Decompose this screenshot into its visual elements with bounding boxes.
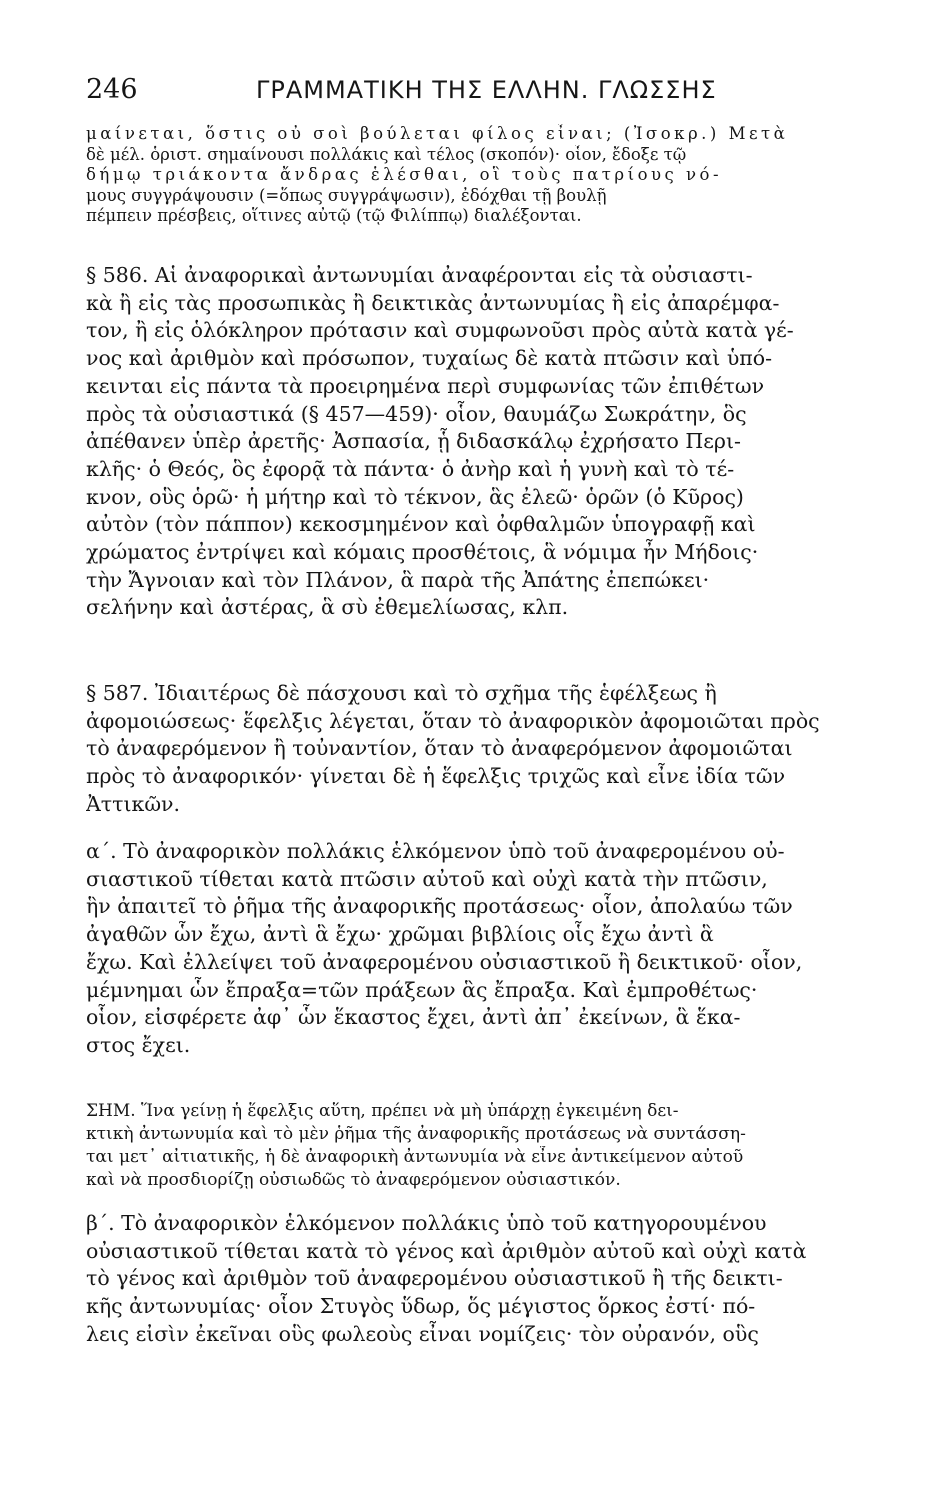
text-line: ΣΗΜ. Ἵνα γείνῃ ἡ ἕφελξις αὕτη, πρέπει νὰ μὴ ὑπάρχῃ ἐγκειμένη δει- [86,1101,679,1121]
text-line: κὰ ἢ εἰς τὰς προσωπικὰς ἢ δεικτικὰς ἀντωνυμίας ἢ εἰς ἀπαρέμφα- [86,290,780,315]
text-line: σιαστικοῦ τίθεται κατὰ πτῶσιν αὐτοῦ καὶ οὐχὶ κατὰ τὴν πτῶσιν, [86,866,768,891]
text-line: ται μετ᾽ αἰτιατικῆς, ἡ δὲ ἀναφορικὴ ἀντωνυμία νὰ εἶνε ἀντικείμενον αὐτοῦ [86,1147,744,1167]
page-header [86,74,876,118]
text-line: πέμπειν πρέσβεις, οἵτινες αὐτῷ (τῷ Φιλίππῳ) διαλέξονται. [86,206,582,225]
text-line: Ἀττικῶν. [86,791,181,816]
text-line: στος ἔχει. [86,1032,191,1057]
subsection-alpha [86,838,876,1060]
text-line: κνον, οὓς ὁρῶ· ἡ μήτηρ καὶ τὸ τέκνον, ἃς ἐλεῶ· ὁρῶν (ὁ Κῦρος) [86,484,744,509]
subsection-beta [86,1210,876,1349]
text-line: ἣν ἀπαιτεῖ τὸ ῥῆμα τῆς ἀναφορικῆς προτάσεως· οἷον, ἀπολαύω τῶν [86,894,793,919]
text-line: ἀπέθανεν ὑπὲρ ἀρετῆς· Ἀσπασία, ᾗ διδασκάλῳ ἐχρήσατο Περι- [86,429,741,454]
text-line: καὶ νὰ προσδιορίζῃ οὐσιωδῶς τὸ ἀναφερόμενον οὐσιαστικόν. [86,1170,621,1190]
text-line: μαίνεται, ὅστις οὐ σοὶ βούλεται φίλος εἶναι; (Ἰσοκρ.) Μετὰ [86,124,789,143]
text-line: β΄. Τὸ ἀναφορικὸν ἑλκόμενον πολλάκις ὑπὸ τοῦ κατηγορουμένου [86,1211,767,1235]
text-line: κλῆς· ὁ Θεός, ὃς ἐφορᾷ τὰ πάντα· ὁ ἀνὴρ καὶ ἡ γυνὴ καὶ τὸ τέ- [86,456,735,481]
text-line: αὐτὸν (τὸν πάππον) κεκοσμημένον καὶ ὀφθαλμῶν ὑπογραφῇ καὶ [86,512,756,537]
text-line: μους συγγράψουσιν (=ὅπως συγγράψωσιν), ἐδόχθαι τῇ βουλῇ [86,185,607,205]
text-line: μέμνημαι ὧν ἔπραξα=τῶν πράξεων ἃς ἔπραξα. Καὶ ἐμπροθέτως· [86,977,758,1002]
text-line: οὐσιαστικοῦ τίθεται κατὰ τὸ γένος καὶ ἀριθμὸν αὐτοῦ καὶ οὐχὶ κατὰ [86,1238,807,1263]
text-line: τὸ ἀναφερόμενον ἢ τοὐναντίον, ὅταν τὸ ἀναφερόμενον ἀφομοιῶται [86,736,793,761]
note-paragraph [86,1100,876,1192]
text-line: ἀφομοιώσεως· ἕφελξις λέγεται, ὅταν τὸ ἀναφορικὸν ἀφομοιῶται πρὸς [86,708,820,733]
text-line: τὴν Ἄγνοιαν καὶ τὸν Πλάνον, ἃ παρὰ τῆς Ἀπάτης ἐπεπώκει· [86,567,710,592]
text-line: α΄. Τὸ ἀναφορικὸν πολλάκις ἑλκόμενον ὑπὸ τοῦ ἀναφερομένου οὐ- [86,839,785,863]
text-line: λεις εἰσὶν ἐκεῖναι οὓς φωλεοὺς εἶναι νομίζεις· τὸν οὐρανόν, οὓς [86,1321,759,1346]
text-line: § 587. Ἰδιαιτέρως δὲ πάσχουσι καὶ τὸ σχῆμα τῆς ἑφέλξεως ἢ [86,681,717,705]
text-line: σελήνην καὶ ἀστέρας, ἃ σὺ ἐθεμελίωσας, κλπ. [86,595,569,620]
text-line: τον, ἢ εἰς ὁλόκληρον πρότασιν καὶ συμφωνοῦσι πρὸς αὐτὰ κατὰ γέ- [86,318,794,343]
text-line: κῆς ἀντωνυμίας· οἷον Στυγὸς ὕδωρ, ὅς μέγιστος ὅρκος ἐστί· πό- [86,1294,756,1319]
text-line: δήμῳ τριάκοντα ἄνδρας ἑλέσθαι, οἳ τοὺς πατρίους νό- [86,165,723,184]
text-line: κεινται εἰς πάντα τὰ προειρημένα περὶ συμφωνίας τῶν ἐπιθέτων [86,373,765,398]
text-line: δὲ μέλ. ὁριστ. σημαίνουσι πολλάκις καὶ τέλος (σκοπόν)· οἷον, ἔδοξε τῷ [86,144,687,164]
text-line: νος καὶ ἀριθμὸν καὶ πρόσωπον, τυχαίως δὲ κατὰ πτῶσιν καὶ ὑπό- [86,346,773,371]
intro-paragraph [86,124,876,227]
text-line: κτικὴ ἀντωνυμία καὶ τὸ μὲν ῥῆμα τῆς ἀναφορικῆς προτάσεως νὰ συντάσση- [86,1124,746,1144]
text-line: ἀγαθῶν ὧν ἔχω, ἀντὶ ἃ ἔχω· χρῶμαι βιβλίοις οἷς ἔχω ἀντὶ ἃ [86,922,714,947]
text-line: ἔχω. Καὶ ἐλλείψει τοῦ ἀναφερομένου οὐσιαστικοῦ ἢ δεικτικοῦ· οἷον, [86,949,803,974]
running-title: ΓΡΑΜΜΑΤΙΚΗ ΤΗΣ ΕΛΛΗΝ. ΓΛΩΣΣΗΣ [256,76,717,104]
section-587 [86,680,876,819]
page-number: 246 [86,74,138,105]
text-line: πρὸς τὸ ἀναφορικόν· γίνεται δὲ ἡ ἕφελξις τριχῶς καὶ εἶνε ἰδία τῶν [86,764,786,789]
section-586 [86,262,876,622]
text-line: πρὸς τὰ οὐσιαστικά (§ 457—459)· οἷον, θαυμάζω Σωκράτην, ὃς [86,401,747,426]
text-line: τὸ γένος καὶ ἀριθμὸν τοῦ ἀναφερομένου οὐσιαστικοῦ ἢ τῆς δεικτι- [86,1266,783,1291]
text-line: οἷον, εἰσφέρετε ἀφ᾽ ὧν ἕκαστος ἔχει, ἀντὶ ἀπ᾽ ἐκείνων, ἃ ἕκα- [86,1005,741,1030]
text-line: χρώματος ἐντρίψει καὶ κόμαις προσθέτοις, ἃ νόμιμα ἦν Μήδοις· [86,540,759,565]
text-line: § 586. Αἱ ἀναφορικαὶ ἀντωνυμίαι ἀναφέρονται εἰς τὰ οὐσιαστι- [86,263,753,287]
